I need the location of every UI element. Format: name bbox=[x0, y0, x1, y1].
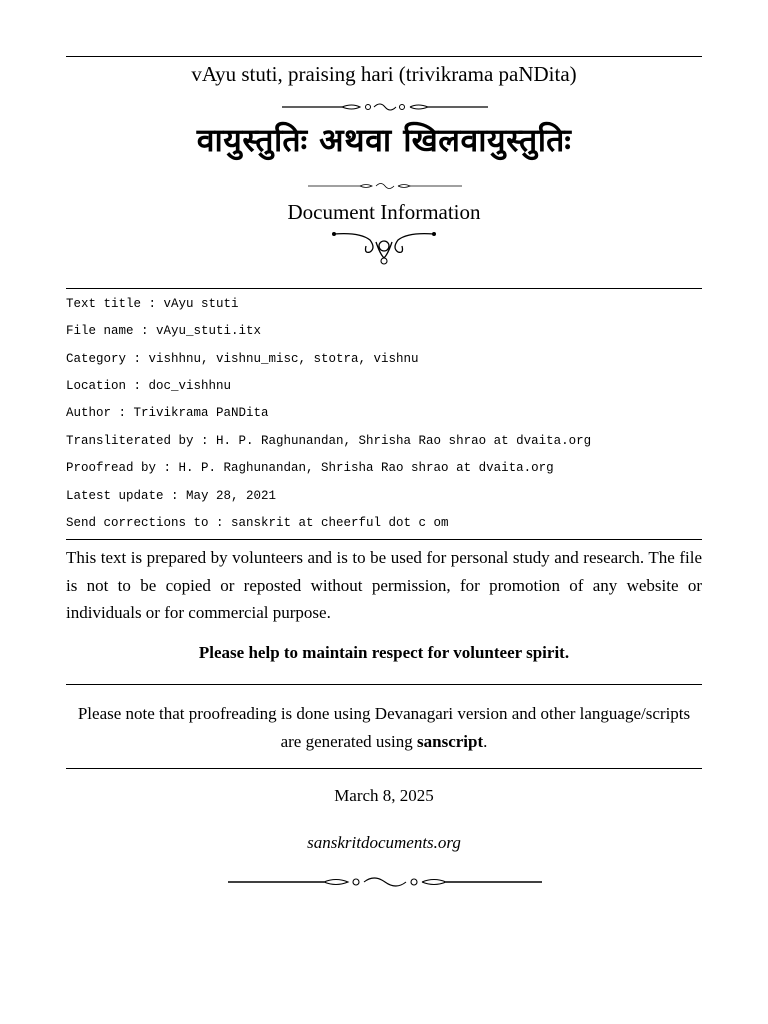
info-author: Author : Trivikrama PaNDita bbox=[66, 406, 269, 420]
proofreading-note bbox=[66, 700, 702, 755]
info-file-name: File name : vAyu_stuti.itx bbox=[66, 324, 262, 338]
info-proofread-by: Proofread by : H. P. Raghunandan, Shrisha Rao shrao at dvaita.org bbox=[66, 461, 554, 475]
volunteer-notice: This text is prepared by volunteers and is to be used for personal study and research. The file is not to be copied or reposted without permission, for promotion of any website or individuals or for commercial purpose. bbox=[66, 548, 702, 622]
info-latest-update: Latest update : May 28, 2021 bbox=[66, 489, 277, 503]
flourish-ornament bbox=[330, 228, 438, 266]
document-date: March 8, 2025 bbox=[334, 786, 434, 805]
devanagari-title: वायुस्तुतिः अथवा खिलवायुस्तुतिः bbox=[196, 121, 572, 159]
date-rule bbox=[66, 768, 702, 769]
info-bottom-rule bbox=[66, 539, 702, 540]
info-top-rule bbox=[66, 288, 702, 289]
ornament-divider-top bbox=[282, 100, 488, 114]
respect-notice: Please help to maintain respect for volunteer spirit. bbox=[198, 643, 570, 662]
info-location: Location : doc_vishhnu bbox=[66, 379, 232, 393]
proofreading-note-period: . bbox=[483, 731, 488, 751]
section-heading: Document Information bbox=[287, 200, 481, 224]
top-rule bbox=[66, 56, 702, 57]
proofreading-note-text: Please note that proofreading is done using Devanagari version and other language/scripts are generated using bbox=[77, 704, 691, 751]
info-transliterated-by: Transliterated by : H. P. Raghunandan, Shrisha Rao shrao at dvaita.org bbox=[66, 434, 592, 448]
ornament-divider-bottom bbox=[228, 874, 542, 890]
ornament-divider-middle bbox=[308, 180, 462, 192]
info-send-corrections: Send corrections to : sanskrit at cheerful dot c om bbox=[66, 516, 449, 530]
site-name: sanskritdocuments.org bbox=[307, 833, 461, 852]
sanscript-label: sanscript bbox=[417, 731, 484, 751]
info-text-title: Text title : vAyu stuti bbox=[66, 297, 239, 311]
page-title: vAyu stuti, praising hari (trivikrama paNDita) bbox=[191, 62, 577, 86]
notice-rule bbox=[66, 684, 702, 685]
info-category: Category : vishhnu, vishnu_misc, stotra, vishnu bbox=[66, 352, 419, 366]
